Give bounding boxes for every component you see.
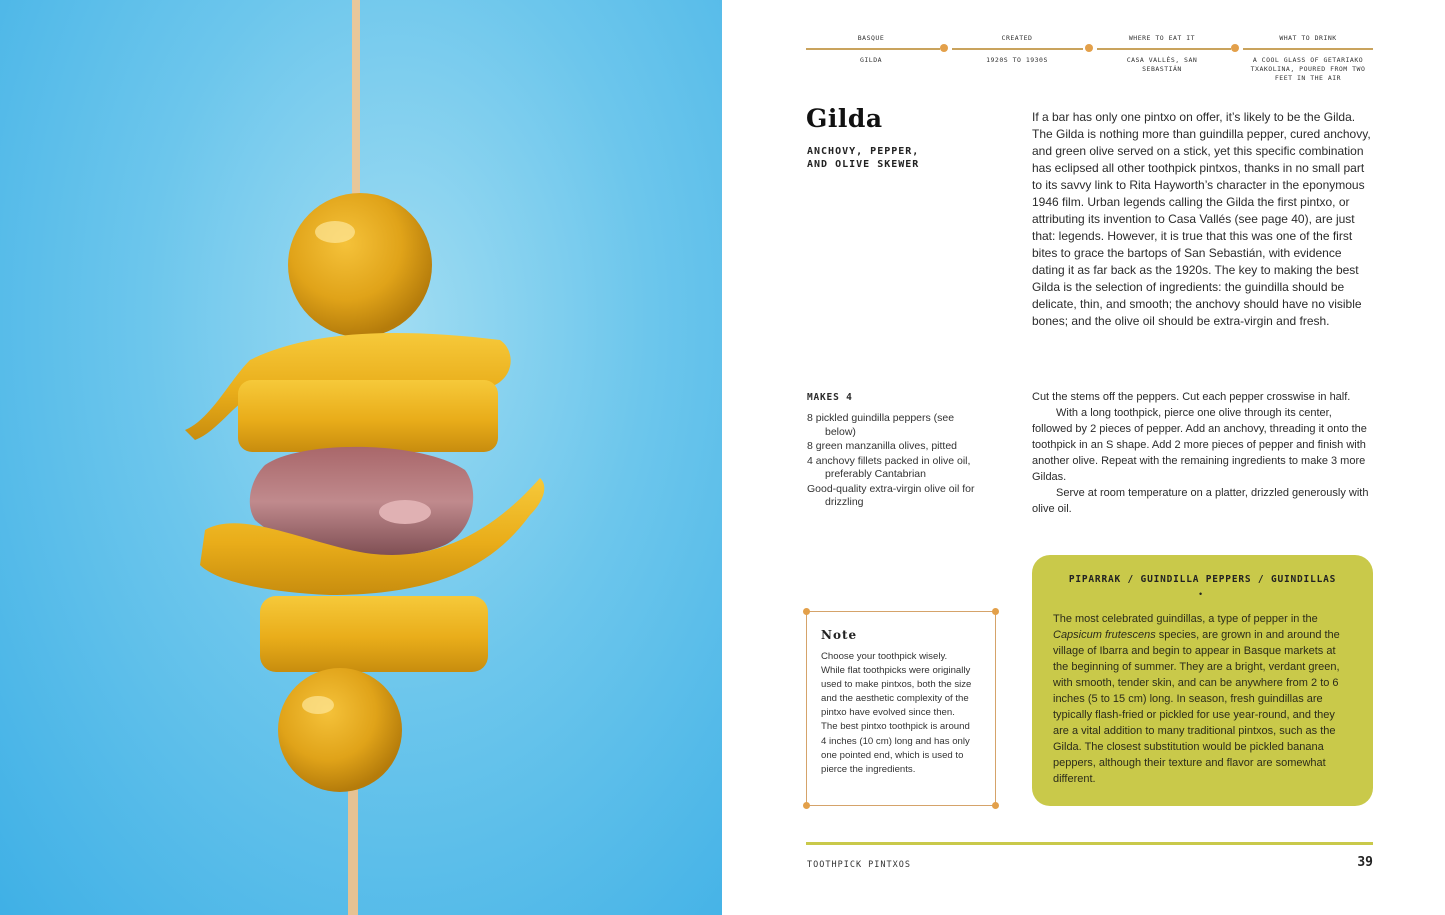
top-olive: [288, 193, 432, 337]
note-title: Note: [821, 628, 858, 642]
header-dot: [1231, 44, 1239, 52]
sidebar-text: The most celebrated guindillas, a type of pepper in the: [1053, 613, 1318, 625]
note-body: Choose your toothpick wisely. While flat toothpicks were originally used to make pintxos, both the size and the aesthetic complexity of the pintxo have evolved since then. The best pintxo toothpick is around 4 inches (10 cm) long and has only one pointed end, which is used to pierce the ingredients.: [821, 651, 972, 775]
meta-value: GILDA: [859, 56, 883, 64]
recipe-intro: If a bar has only one pintxo on offer, it’s likely to be the Gilda. The Gilda is nothing more than guindilla pepper, cured anchovy, and green olive served on a stick, yet this specific combination has eclipsed all other toothpick pintxos, thanks in no small part to its savvy link to Rita Hayworth’s character in the eponymous 1946 film. Urban legends calling the Gilda the first pintxo, or attributing its invention to Casa Vallés (see page 40), are just that: legends. However, it is true that this was one of the first bites to grace the bartops of San Sebastián, with evidence dating it as far back as the 1920s. The key to making the best Gilda is the selection of ingredients: the guindilla should be delicate, thin, and smooth; the anchovy should have no visible bones; and the olive oil should be extra-virgin and fresh.: [1032, 110, 1371, 328]
meta-label: CREATED: [1001, 34, 1033, 42]
pepper-slice: [238, 380, 498, 452]
page-number: 39: [1357, 855, 1373, 870]
meta-label: WHAT TO DRINK: [1279, 34, 1337, 42]
bottom-olive: [278, 668, 402, 792]
ingredient-item: Good-quality extra-virgin olive oil for drizzling: [807, 482, 975, 508]
meta-created: [952, 34, 1082, 65]
sidebar-title: PIPARRAK / GUINDILLA PEPPERS / GUINDILLAS: [1068, 574, 1337, 585]
meta-where: [1097, 34, 1227, 74]
footer-rule: [806, 842, 1373, 845]
sidebar-species: Capsicum frutescens: [1053, 629, 1156, 641]
method-step: With a long toothpick, pierce one olive through its center, followed by 2 pieces of pepper. Add an anchovy, threading it onto the toothpick in an S shape. Add 2 more pieces of pepper and finish with another olive. Repeat with the remaining ingredients to make 3 more Gildas.: [1032, 407, 1367, 483]
meta-label: BASQUE: [857, 34, 885, 42]
ingredient-list: [807, 412, 987, 511]
recipe-yield: MAKES 4: [807, 392, 853, 403]
guindilla-sidebar: [1032, 555, 1373, 806]
sidebar-body: [1053, 611, 1353, 787]
method-step: Serve at room temperature on a platter, drizzled generously with olive oil.: [1032, 487, 1369, 515]
note-corner-dot: [803, 608, 810, 615]
meta-value: A COOL GLASS OF GETARIAKO TXAKOLINA, POURED FROM TWO FEET IN THE AIR: [1250, 56, 1366, 82]
recipe-page: [722, 0, 1445, 915]
meta-drink: [1241, 34, 1375, 83]
note-corner-dot: [803, 802, 810, 809]
note-corner-dot: [992, 802, 999, 809]
gilda-skewer-illustration: [0, 0, 722, 915]
ingredient-item: 8 pickled guindilla peppers (see below): [807, 412, 955, 438]
ingredient-item: 8 green manzanilla olives, pitted: [807, 440, 958, 452]
ingredient-item: 4 anchovy fillets packed in olive oil, preferably Cantabrian: [807, 454, 971, 480]
note-box: [806, 611, 996, 806]
pepper-slice: [260, 596, 488, 672]
note-corner-dot: [992, 608, 999, 615]
sidebar-text: species, are grown in and around the village of Ibarra and begin to appear in Basque markets at the beginning of summer. They are a bright, verdant green, with smooth, tender skin, and can be anywhere from 2 to 6 inches (5 to 15 cm) long. In season, fresh guindillas are typically flash-fried or pickled for use year-round, and they are a vital addition to many traditional pintxos, such as the Gilda. The closest substitution would be pickled banana peppers, although their texture and flavor are somewhat different.: [1053, 629, 1340, 785]
meta-label: WHERE TO EAT IT: [1128, 34, 1196, 42]
meta-value: CASA VALLÉS, SAN SEBASTIÁN: [1126, 56, 1198, 73]
sidebar-bullet: •: [1199, 589, 1203, 599]
recipe-method: [1032, 389, 1374, 517]
meta-value: 1920S TO 1930S: [986, 56, 1048, 64]
method-step: Cut the stems off the peppers. Cut each pepper crosswise in half.: [1032, 391, 1351, 403]
footer-section: TOOTHPICK PINTXOS: [807, 860, 911, 870]
gilda-photo: [0, 0, 722, 915]
meta-origin: [806, 34, 936, 65]
recipe-subtitle: ANCHOVY, PEPPER, AND OLIVE SKEWER: [807, 146, 920, 170]
header-dot: [1085, 44, 1093, 52]
recipe-title: Gilda: [806, 104, 883, 133]
header-dot: [940, 44, 948, 52]
